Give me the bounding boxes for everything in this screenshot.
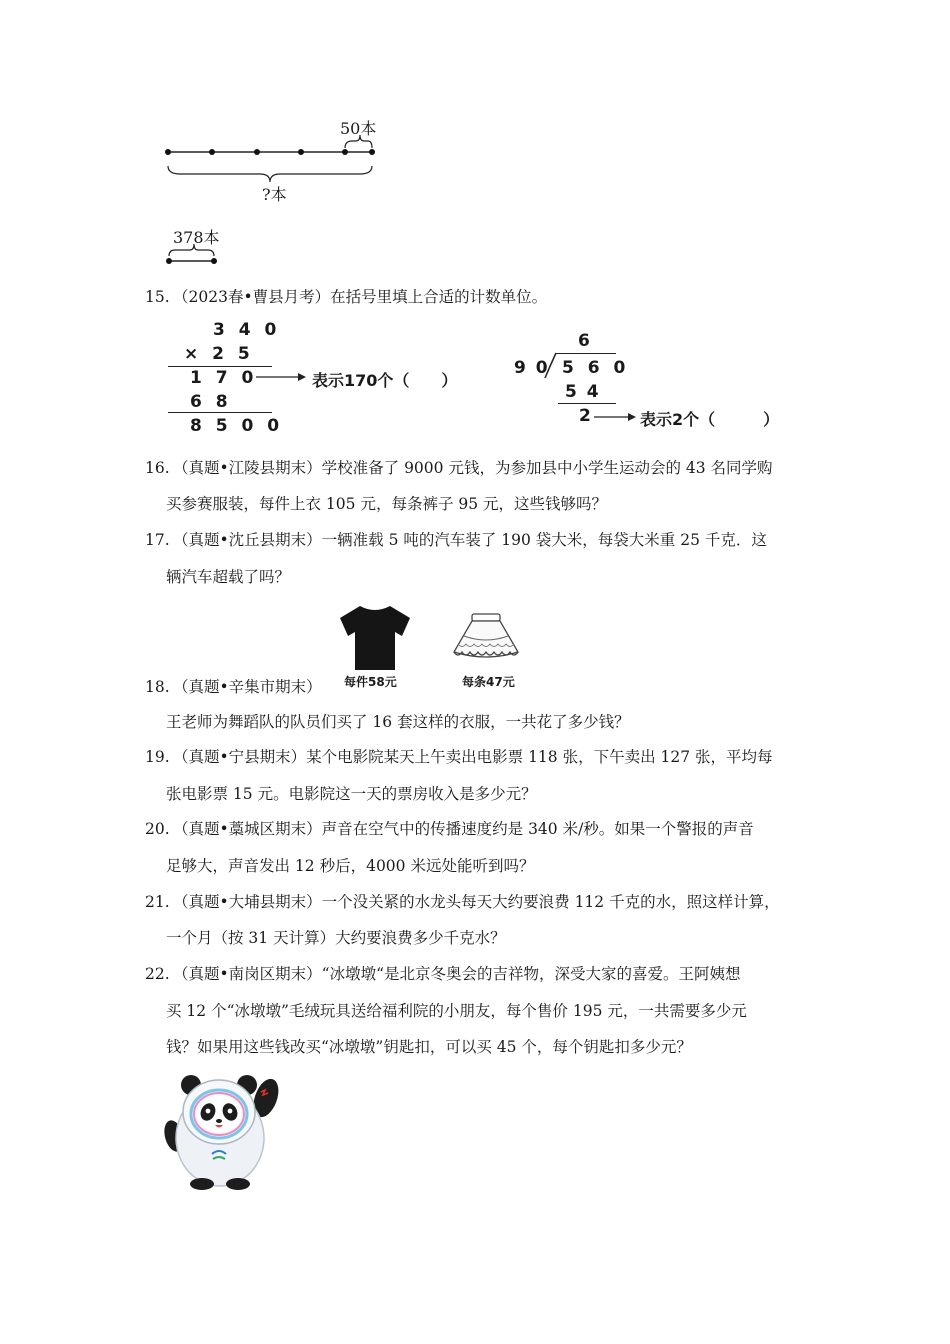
- question-line: 辆汽车超载了吗？: [166, 568, 291, 586]
- tshirt-icon: [338, 604, 412, 672]
- div-note: 表示2个（ ）: [640, 410, 780, 429]
- question-line: 足够大，声音发出 12 秒后，4000 米远处能听到吗？: [166, 857, 535, 875]
- mult-row5: 8 5 0 0: [190, 416, 284, 436]
- question-line: 张电影票 15 元。电影院这一天的票房收入是多少元？: [166, 785, 537, 803]
- question-line: （真题•宁县期末）某个电影院某天上午卖出电影票 118 张，下午卖出 127 张，平均每: [173, 748, 773, 766]
- mult-line1: [168, 366, 272, 367]
- arrow-icon: [256, 370, 308, 384]
- question-line: 一个月（按 31 天计算）大约要浪费多少千克水？: [166, 929, 506, 947]
- segment-label: 50本: [340, 119, 377, 138]
- question-text: （2023春•曹县月考）在括号里填上合适的计数单位。: [173, 288, 548, 306]
- div-remainder: 2: [579, 406, 591, 426]
- skirt-price: 每条47元: [462, 675, 515, 689]
- total-label: ?本: [262, 185, 287, 204]
- mult-row4: 6 8: [190, 392, 232, 412]
- skirt-icon: [446, 612, 526, 666]
- question-line: （真题•江陵县期末）学校准备了 9000 元钱，为参加县中小学生运动会的 43 名同学购: [173, 459, 773, 477]
- question-line: （真题•藁城区期末）声音在空气中的传播速度约是 340 米/秒。如果一个警报的声音: [173, 820, 754, 838]
- question-line: 买 12 个“冰墩墩”毛绒玩具送给福利院的小朋友，每个售价 195 元，一共需要多少元: [166, 1002, 747, 1020]
- question-number: 22.: [145, 965, 170, 983]
- question-number: 19.: [145, 748, 170, 766]
- mult-note: 表示170个（ ）: [312, 371, 458, 390]
- question-line: 王老师为舞蹈队的队员们买了 16 套这样的衣服，一共花了多少钱？: [166, 713, 630, 731]
- mult-row2: × 2 5: [184, 344, 254, 364]
- question-line: （真题•辛集市期末）: [173, 678, 322, 696]
- shirt-price: 每件58元: [344, 675, 397, 689]
- question-line: 钱？如果用这些钱改买“冰墩墩”钥匙扣，可以买 45 个，每个钥匙扣多少元？: [166, 1038, 692, 1056]
- arrow-icon: [594, 410, 638, 424]
- mult-row3: 1 7 0: [190, 368, 258, 388]
- div-quotient: 6: [578, 331, 590, 351]
- question-15: [145, 287, 547, 307]
- question-number: 15.: [145, 288, 170, 306]
- div-divisor: 9 0: [514, 358, 550, 378]
- div-line: [558, 403, 616, 404]
- question-line: 买参赛服装，每件上衣 105 元，每条裤子 95 元，这些钱够吗？: [166, 495, 608, 513]
- segment-label-small: 378本: [173, 228, 220, 247]
- question-number: 21.: [145, 893, 170, 911]
- panda-mascot-image: [160, 1068, 286, 1192]
- mult-line2: [168, 412, 272, 413]
- div-bar: [556, 353, 616, 354]
- div-product: 5 4: [565, 382, 601, 402]
- question-number: 20.: [145, 820, 170, 838]
- question-number: 17.: [145, 531, 170, 549]
- question-line: （真题•沈丘县期末）一辆准载 5 吨的汽车装了 190 袋大米，每袋大米重 25 千克．这: [173, 531, 767, 549]
- div-dividend: 5 6 0: [562, 358, 630, 378]
- mult-row1: 3 4 0: [213, 320, 281, 340]
- question-number: 18.: [145, 678, 170, 696]
- question-number: 16.: [145, 459, 170, 477]
- question-line: （真题•南岗区期末）“冰墩墩“是北京冬奥会的吉祥物，深受大家的喜爱。王阿姨想: [173, 965, 741, 983]
- question-line: （真题•大埔县期末）一个没关紧的水龙头每天大约要浪费 112 千克的水，照这样计算，: [173, 893, 780, 911]
